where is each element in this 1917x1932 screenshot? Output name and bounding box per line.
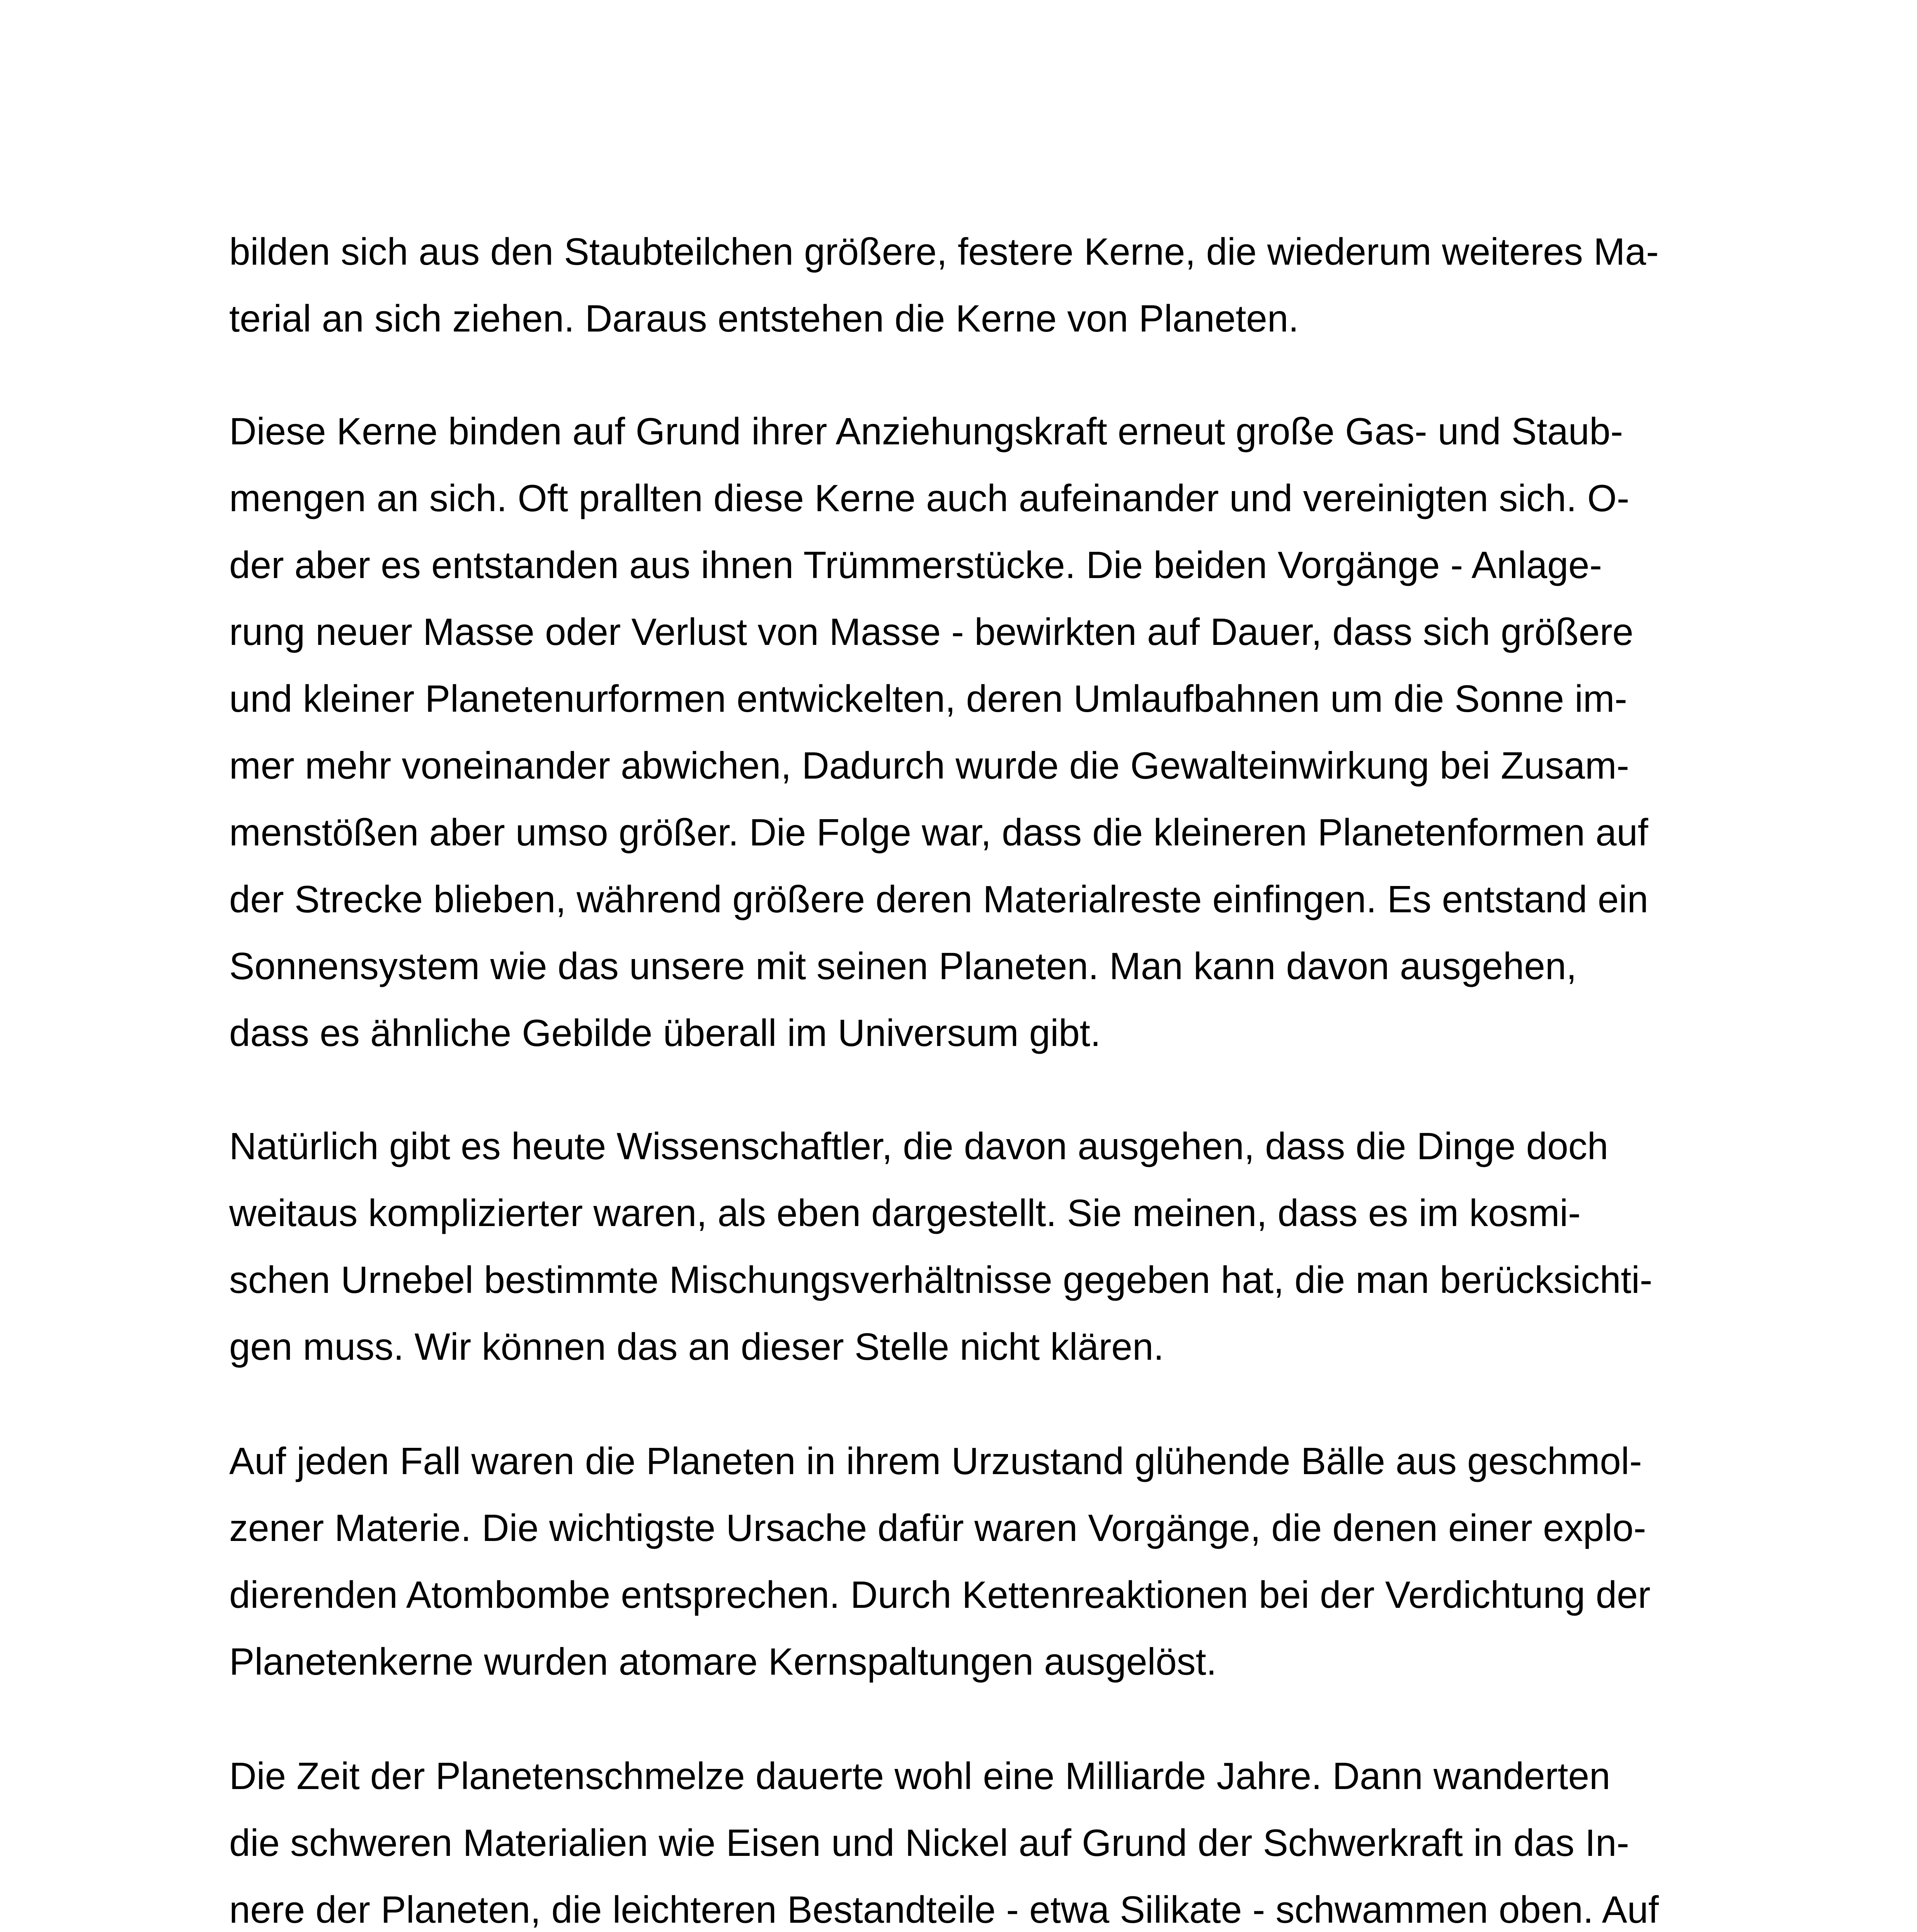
text-line: Die Zeit der Planetenschmelze dauerte wohl eine Milliarde Jahre. Dann wanderten bbox=[229, 1755, 1611, 1797]
text-line: rung neuer Masse oder Verlust von Masse - bewirkten auf Dauer, dass sich größere bbox=[229, 611, 1634, 653]
text-line: Natürlich gibt es heute Wissenschaftler, die davon ausgehen, dass die Dinge doch bbox=[229, 1125, 1609, 1167]
paragraph-3 bbox=[229, 1113, 1698, 1380]
text-line: nere der Planeten, die leichteren Bestandteile - etwa Silikate - schwammen oben. Auf bbox=[229, 1888, 1659, 1931]
text-line: Diese Kerne binden auf Grund ihrer Anziehungskraft erneut große Gas- und Staub- bbox=[229, 410, 1623, 452]
text-line: der Strecke blieben, während größere deren Materialreste einfingen. Es entstand ein bbox=[229, 878, 1648, 920]
paragraph-4 bbox=[229, 1428, 1698, 1695]
text-line: dass es ähnliche Gebilde überall im Universum gibt. bbox=[229, 1012, 1101, 1054]
text-line: und kleiner Planetenurformen entwickelten, deren Umlaufbahnen um die Sonne im- bbox=[229, 677, 1628, 720]
text-line: zener Materie. Die wichtigste Ursache dafür waren Vorgänge, die denen einer explo- bbox=[229, 1507, 1646, 1549]
text-line: der aber es entstanden aus ihnen Trümmerstücke. Die beiden Vorgänge - Anlage- bbox=[229, 544, 1602, 586]
text-line: Planetenkerne wurden atomare Kernspaltungen ausgelöst. bbox=[229, 1640, 1217, 1683]
text-line: gen muss. Wir können das an dieser Stelle nicht klären. bbox=[229, 1325, 1164, 1368]
text-line: mengen an sich. Oft prallten diese Kerne auch aufeinander und vereinigten sich. O- bbox=[229, 477, 1629, 519]
text-line: dierenden Atombombe entsprechen. Durch Kettenreaktionen bei der Verdichtung der bbox=[229, 1573, 1651, 1616]
text-line: Sonnensystem wie das unsere mit seinen Planeten. Man kann davon ausgehen, bbox=[229, 945, 1577, 987]
paragraph-5 bbox=[229, 1743, 1698, 1932]
paragraph-2 bbox=[229, 398, 1698, 1066]
text-line: Auf jeden Fall waren die Planeten in ihrem Urzustand glühende Bälle aus geschmol- bbox=[229, 1440, 1642, 1482]
text-line: weitaus komplizierter waren, als eben dargestellt. Sie meinen, dass es im kosmi- bbox=[229, 1192, 1581, 1234]
text-line: schen Urnebel bestimmte Mischungsverhältnisse gegeben hat, die man berücksichti- bbox=[229, 1259, 1653, 1301]
paragraph-1 bbox=[229, 218, 1698, 352]
text-line: bilden sich aus den Staubteilchen größere, festere Kerne, die wiederum weiteres Ma- bbox=[229, 230, 1659, 273]
text-line: menstößen aber umso größer. Die Folge war, dass die kleineren Planetenformen auf bbox=[229, 811, 1648, 854]
text-line: mer mehr voneinander abwichen, Dadurch wurde die Gewalteinwirkung bei Zusam- bbox=[229, 744, 1629, 787]
text-line: terial an sich ziehen. Daraus entstehen die Kerne von Planeten. bbox=[229, 297, 1299, 340]
text-line: die schweren Materialien wie Eisen und Nickel auf Grund der Schwerkraft in das In- bbox=[229, 1821, 1629, 1864]
